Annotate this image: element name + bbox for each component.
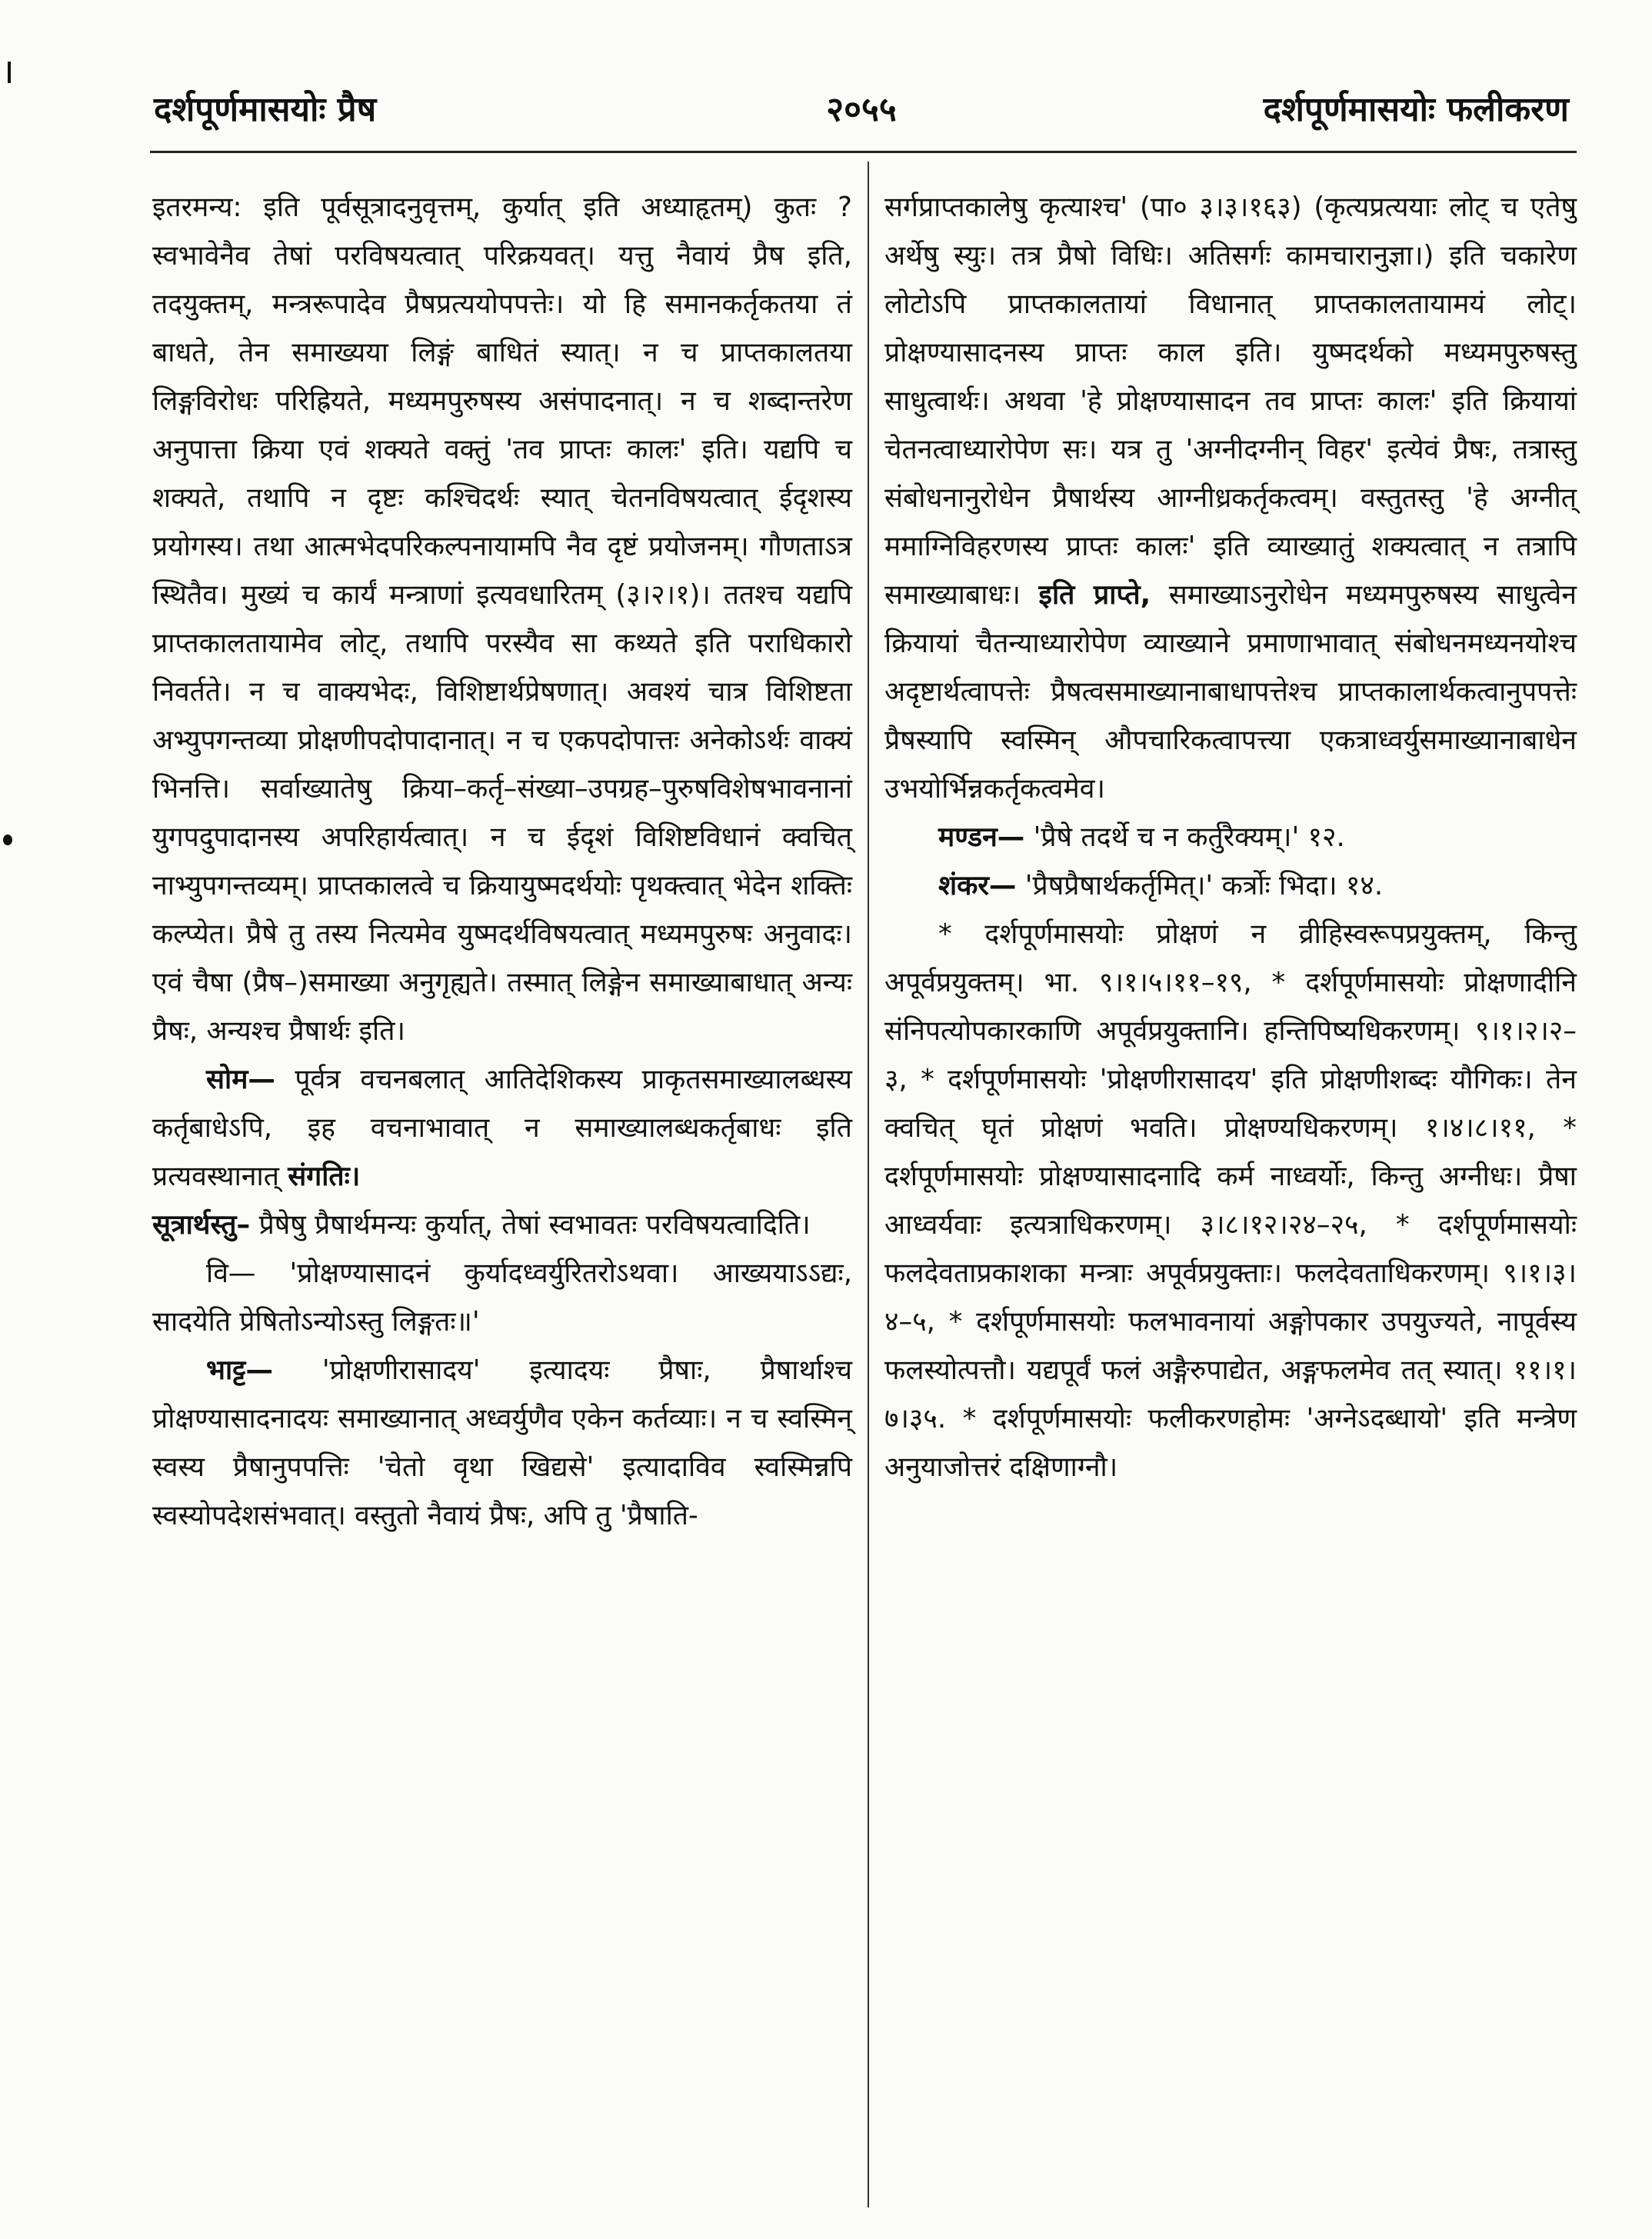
- vi-label: वि—: [206, 1258, 256, 1289]
- sangati-label: संगतिः।: [288, 1161, 361, 1192]
- bhatta-text: 'प्रोक्षणीरासादय' इत्यादयः प्रैषाः, प्रैषार्थाश्च प्रोक्षण्यासादनादयः समाख्यानात् अध्वर्युणैव एकेन कर्तव्याः। न च स्वस्मिन् स्वस्य प्रैषानुपपत्तिः 'चेतो वृथा खिद्यसे' इत्यादाविव स्वस्मिन्नपि स्वस्योपदेशसंभवात्। वस्तुतो नैवायं प्रैषः, अपि तु 'प्रैषाति-: [152, 1354, 852, 1531]
- soma-label: सोम—: [206, 1064, 275, 1095]
- left-paragraph-1: इतरमन्य: इति पूर्वसूत्रादनुवृत्तम्, कुर्यात् इति अध्याहृतम्) कुतः ? स्वभावेनैव तेषां परविषयत्वात् परिक्रयवत्। यत्तु नैवायं प्रैष इति, तदयुक्तम्, मन्त्ररूपादेव प्रैषप्रत्ययोपपत्तेः। यो हि समानकर्तृकतया तं बाधते, तेन समाख्यया लिङ्गं बाधितं स्यात्। न च प्राप्तकालतया लिङ्गविरोधः परिह्रियते, मध्यमपुरुषस्य असंपादनात्। न च शब्दान्तरेण अनुपात्ता क्रिया एवं शक्यते वक्तुं 'तव प्राप्तः कालः' इति। यद्यपि च शक्यते, तथापि न दृष्टः कश्चिदर्थः स्यात् चेतनविषयत्वात् ईदृशस्य प्रयोगस्य। तथा आत्मभेदपरिकल्पनायामपि नैव दृष्टं प्रयोजनम्। गौणताऽत्र स्थितैव। मुख्यं च कार्यं मन्त्राणां इत्यवधारितम् (३।२।१)। ततश्च यद्यपि प्राप्तकालतायामेव लोट्, तथापि परस्यैव सा कथ्यते इति पराधिकारो निवर्तते। न च वाक्यभेदः, विशिष्टार्थप्रेषणात्। अवश्यं चात्र विशिष्टता अभ्युपगन्तव्या प्रोक्षणीपदोपादानात्। न च एकपदोपात्तः अनेकोऽर्थः वाक्यं भिनत्ति। सर्वाख्यातेषु क्रिया–कर्तृ–संख्या–उपग्रह–पुरुषविशेषभावनानां युगपदुपादानस्य अपरिहार्यत्वात्। न च ईदृशं विशिष्टविधानं क्वचित् नाभ्युपगन्तव्यम्। प्राप्तकालत्वे च क्रियायुष्मदर्थयोः पृथक्त्वात् भेदेन शक्तिः कल्प्येत। प्रैषे तु तस्य नित्यमेव युष्मदर्थविषयत्वात् मध्यमपुरुषः अनुवादः। एवं चैषा (प्रैष–)समाख्या अनुगृह्यते। तस्मात् लिङ्गेन समाख्याबाधात् अन्यः प्रैषः, अन्यश्च प्रैषार्थः इति।: [152, 192, 852, 1047]
- left-paragraph-vi: [152, 1249, 852, 1346]
- right-paragraph-1: [884, 183, 1577, 813]
- right-column: [884, 183, 1577, 1491]
- running-title-left: दर्शपूर्णमासयोः प्रैष: [154, 90, 377, 129]
- page-header: [154, 85, 1569, 138]
- vi-text: 'प्रोक्षण्यासादनं कुर्यादध्वर्युरितरोऽथवा। आख्ययाऽऽद्यः, सादयेति प्रेषितोऽन्योऽस्तु लिङ्गतः॥': [152, 1258, 852, 1338]
- running-title-right: दर्शपूर्णमासयोः फलीकरण: [1263, 90, 1569, 129]
- soma-text: पूर्वत्र वचनबलात् आतिदेशिकस्य प्राकृतसमाख्यालब्धस्य कर्तृबाधेऽपि, इह वचनाभावात् न समाख्यालब्धकर्तृबाधः इति प्रत्यवस्थानात्: [152, 1064, 852, 1192]
- shankara-text: 'प्रैषप्रैषार्थकर्तृमित्।' कर्त्रोः भिदा। १४.: [1024, 870, 1384, 901]
- right-text-1: सर्गप्राप्तकालेषु कृत्याश्च' (पा० ३।३।१६३) (कृत्यप्रत्ययाः लोट् च एतेषु अर्थेषु स्युः। तत्र प्रैषो विधिः। अतिसर्गः कामचारानुज्ञा।) इति चकारेण लोटोऽपि प्राप्तकालतायां विधानात् प्राप्तकालतायामयं लोट्। प्रोक्षण्यासादनस्य प्राप्तः काल इति। युष्मदर्थको मध्यमपुरुषस्तु साधुत्वार्थः। अथवा 'हे प्रोक्षण्यासादन तव प्राप्तः कालः' इति क्रियायां चेतनत्वाध्यारोपेण सः। यत्र तु 'अग्नीदग्नीन् विहर' इत्येवं प्रैषः, तत्रास्तु संबोधनानुरोधेन प्रैषार्थस्य आग्नीध्रकर्तृकत्वम्। वस्तुतस्तु 'हे अग्नीत् ममाग्निविहरणस्य प्राप्तः कालः' इति व्याख्यातुं शक्यत्वात् न तत्रापि समाख्याबाधः।: [884, 192, 1577, 611]
- right-text-1b: समाख्याऽनुरोधेन मध्यमपुरुषस्य साधुत्वेन क्रियायां चैतन्याध्यारोपेण व्याख्याने प्रमाणाभावात् संबोधनमध्यनयोश्च अदृष्टार्थत्वापत्तेः प्रैषत्वसमाख्यानाबाधापत्तेश्च प्राप्तकालार्थकत्वानुपपत्तेः प्रैषस्यापि स्वस्मिन् औपचारिकत्वापत्त्या एकत्राध्वर्युसमाख्यानाबाधेन उभयोर्भिन्नकर्तृकत्वमेव।: [884, 579, 1577, 805]
- right-paragraph-shankara: [884, 861, 1577, 910]
- page-number: २०५५: [826, 90, 897, 129]
- iti-prapte: इति प्राप्ते,: [1038, 579, 1151, 611]
- left-paragraph-sutrartha: [152, 1201, 852, 1249]
- left-paragraph-bhatta: [152, 1346, 852, 1540]
- scan-mark-top: [8, 62, 11, 83]
- scan-mark-dot: [3, 835, 12, 845]
- shankara-label: शंकर—: [938, 870, 1017, 901]
- sutrartha-text: प्रैषेषु प्रैषार्थमन्यः कुर्यात्, तेषां स्वभावतः परविषयत्वादिति।: [258, 1209, 811, 1241]
- sutrartha-label: सूत्रार्थस्तु–: [152, 1209, 251, 1241]
- mandana-text: 'प्रैषे तदर्थे च न कर्तुरैक्यम्।' १२.: [1033, 821, 1345, 853]
- right-paragraph-mandana: [884, 813, 1577, 861]
- header-rule: [150, 151, 1577, 153]
- mandana-label: मण्डन—: [938, 821, 1025, 853]
- column-divider: [868, 162, 869, 2207]
- bhatta-label: भाट्ट—: [206, 1354, 274, 1386]
- right-paragraph-index: * दर्शपूर्णमासयोः प्रोक्षणं न व्रीहिस्वरूपप्रयुक्तम्, किन्तु अपूर्वप्रयुक्तम्। भा. ९।१।५।११–१९, * दर्शपूर्णमासयोः प्रोक्षणादीनि संनिपत्योपकारकाणि अपूर्वप्रयुक्तानि। हन्तिपिष्यधिकरणम्। ९।१।२।२–३, * दर्शपूर्णमासयोः 'प्रोक्षणीरासादय' इति प्रोक्षणीशब्दः यौगिकः। तेन क्वचित् घृतं प्रोक्षणं भवति। प्रोक्षण्यधिकरणम्। १।४।८।११, * दर्शपूर्णमासयोः प्रोक्षण्यासादनादि कर्म नाध्वर्योः, किन्तु अग्नीधः। प्रैषा आध्वर्यवाः इत्यत्राधिकरणम्। ३।८।१२।२४–२५, * दर्शपूर्णमासयोः फलदेवताप्रकाशका मन्त्राः अपूर्वप्रयुक्ताः। फलदेवताधिकरणम्। ९।१।३।४–५, * दर्शपूर्णमासयोः फलभावनायां अङ्गोपकार उपयुज्यते, नापूर्वस्य फलस्योत्पत्तौ। यद्यपूर्वं फलं अङ्गैरुपाद्येत, अङ्गफलमेव तत् स्यात्। ११।१।७।३५. * दर्शपूर्णमासयोः फलीकरणहोमः 'अग्नेऽदब्धायो' इति मन्त्रेण अनुयाजोत्तरं दक्षिणाग्नौ।: [884, 918, 1577, 1483]
- left-column: [152, 183, 852, 1540]
- left-paragraph-soma: [152, 1055, 852, 1201]
